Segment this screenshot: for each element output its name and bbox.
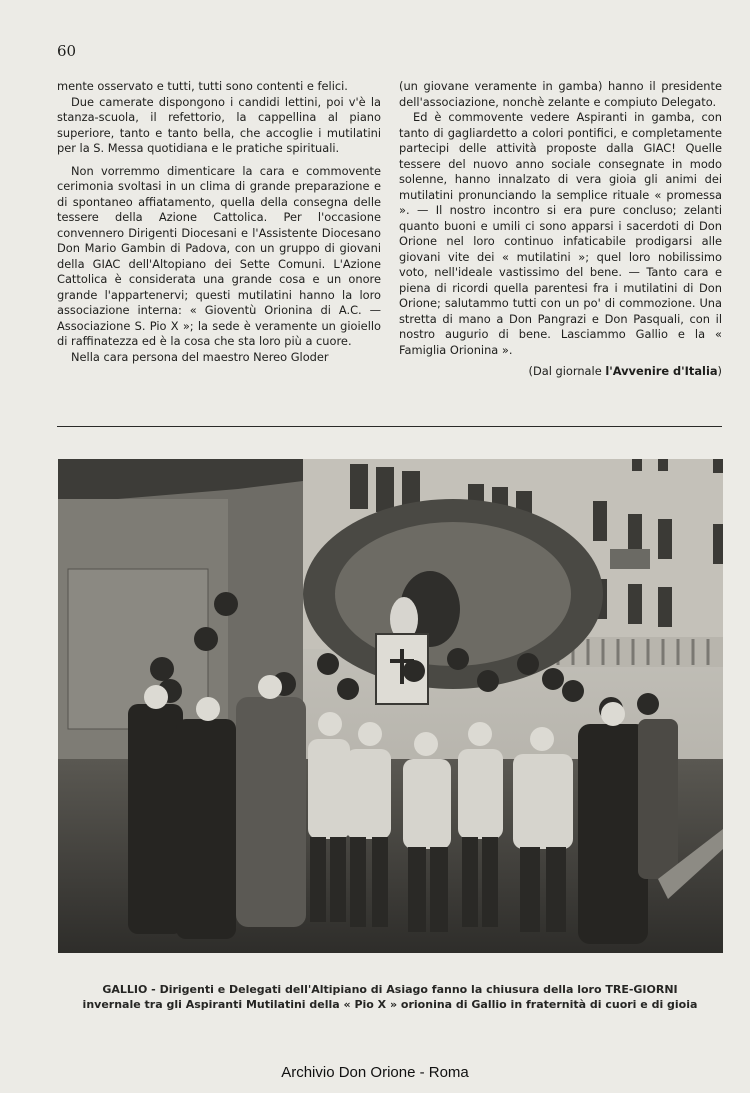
paragraph: Non vorremmo dimenticare la cara e commovente cerimonia svoltasi in un clima di grande preparazione e di spontaneo affiatamento, quella della consegna delle tessere della Azione Cattolica. Per l'occasione convennero Dirigenti Diocesani e l'Assistente Diocesano Don Mario Gambin di Padova, con un gruppo di giovani della GIAC dell'Altopiano dei Sette Comuni. L'Azione Cattolica è considerata una grande cosa e un onore grande l'appartenervi; questi mutilatini hanno la loro associazione interna: « Gioventù Orionina di A.C. — Associazione S. Pio X »; la sede è veramente un gioiello di raffinatezza ed è la cosa che sta loro più a cuore. — [57, 163, 381, 348]
article-column-right — [399, 79, 722, 380]
photo-caption: GALLIO - Dirigenti e Delegati dell'Altipiano di Asiago fanno la chiusura della loro TRE-GIORNI invernale tra gli Aspiranti Mutilatini della « Pio X » orionina di Gallio in fraternità di cuori e di gioia — [82, 983, 698, 1011]
page-number: 60 — [57, 42, 77, 60]
section-divider — [57, 426, 722, 427]
paragraph: mente osservato e tutti, tutti sono contenti e felici. — [57, 79, 348, 93]
article-column-left — [57, 79, 381, 365]
paragraph: (un giovane veramente in gamba) hanno il presidente dell'associazione, nonchè zelante e compiuto Delegato. — [399, 79, 722, 109]
group-photo — [58, 459, 723, 953]
paragraph: Nella cara persona del maestro Nereo Gloder — [71, 349, 329, 364]
article-source — [399, 364, 722, 380]
source-suffix: ) — [717, 364, 722, 378]
archive-footer: Archivio Don Orione - Roma — [281, 1064, 469, 1081]
paragraph: Ed è commovente vedere Aspiranti in gamba, con tanto di gagliardetto a colori pontifici, e completamente partecipi delle attività proposte dalla GIAC! Quelle tessere del nuovo anno sociale consegnate in modo solenne, hanno innalzato di vera gioia gli animi dei mutilatini pronunciando la semplice rituale « promessa ». — Il nostro incontro si era pure concluso; zelanti quanto buoni e umili ci sono apparsi i sacerdoti di Don Orione nel loro continuo infaticabile prodigarsi alle giovani vite dei « mutilatini »; quel loro nobilissimo voto, nell'ideale vastissimo del bene. — Tanto cara e piena di ricordi quella parentesi fra i mutilatini di Don Orione; salutammo tutti con un po' di commozione. Una stretta di mano a Don Pangrazi e Don Pasquali, con il nostro augurio di bene. Lasciammo Gallio e la « Famiglia Orionina ». — [399, 110, 722, 357]
group-photo-icon — [58, 459, 723, 953]
paragraph: Due camerate dispongono i candidi lettini, poi v'è la stanza-scuola, il refettorio, la cappellina al piano superiore, tanto e tanto bella, che accoglie i mutilatini per la S. Messa quotidiana e le pratiche spirituali. — [57, 94, 381, 155]
source-prefix: (Dal giornale — [528, 364, 606, 378]
source-name: l'Avvenire d'Italia — [605, 364, 718, 378]
